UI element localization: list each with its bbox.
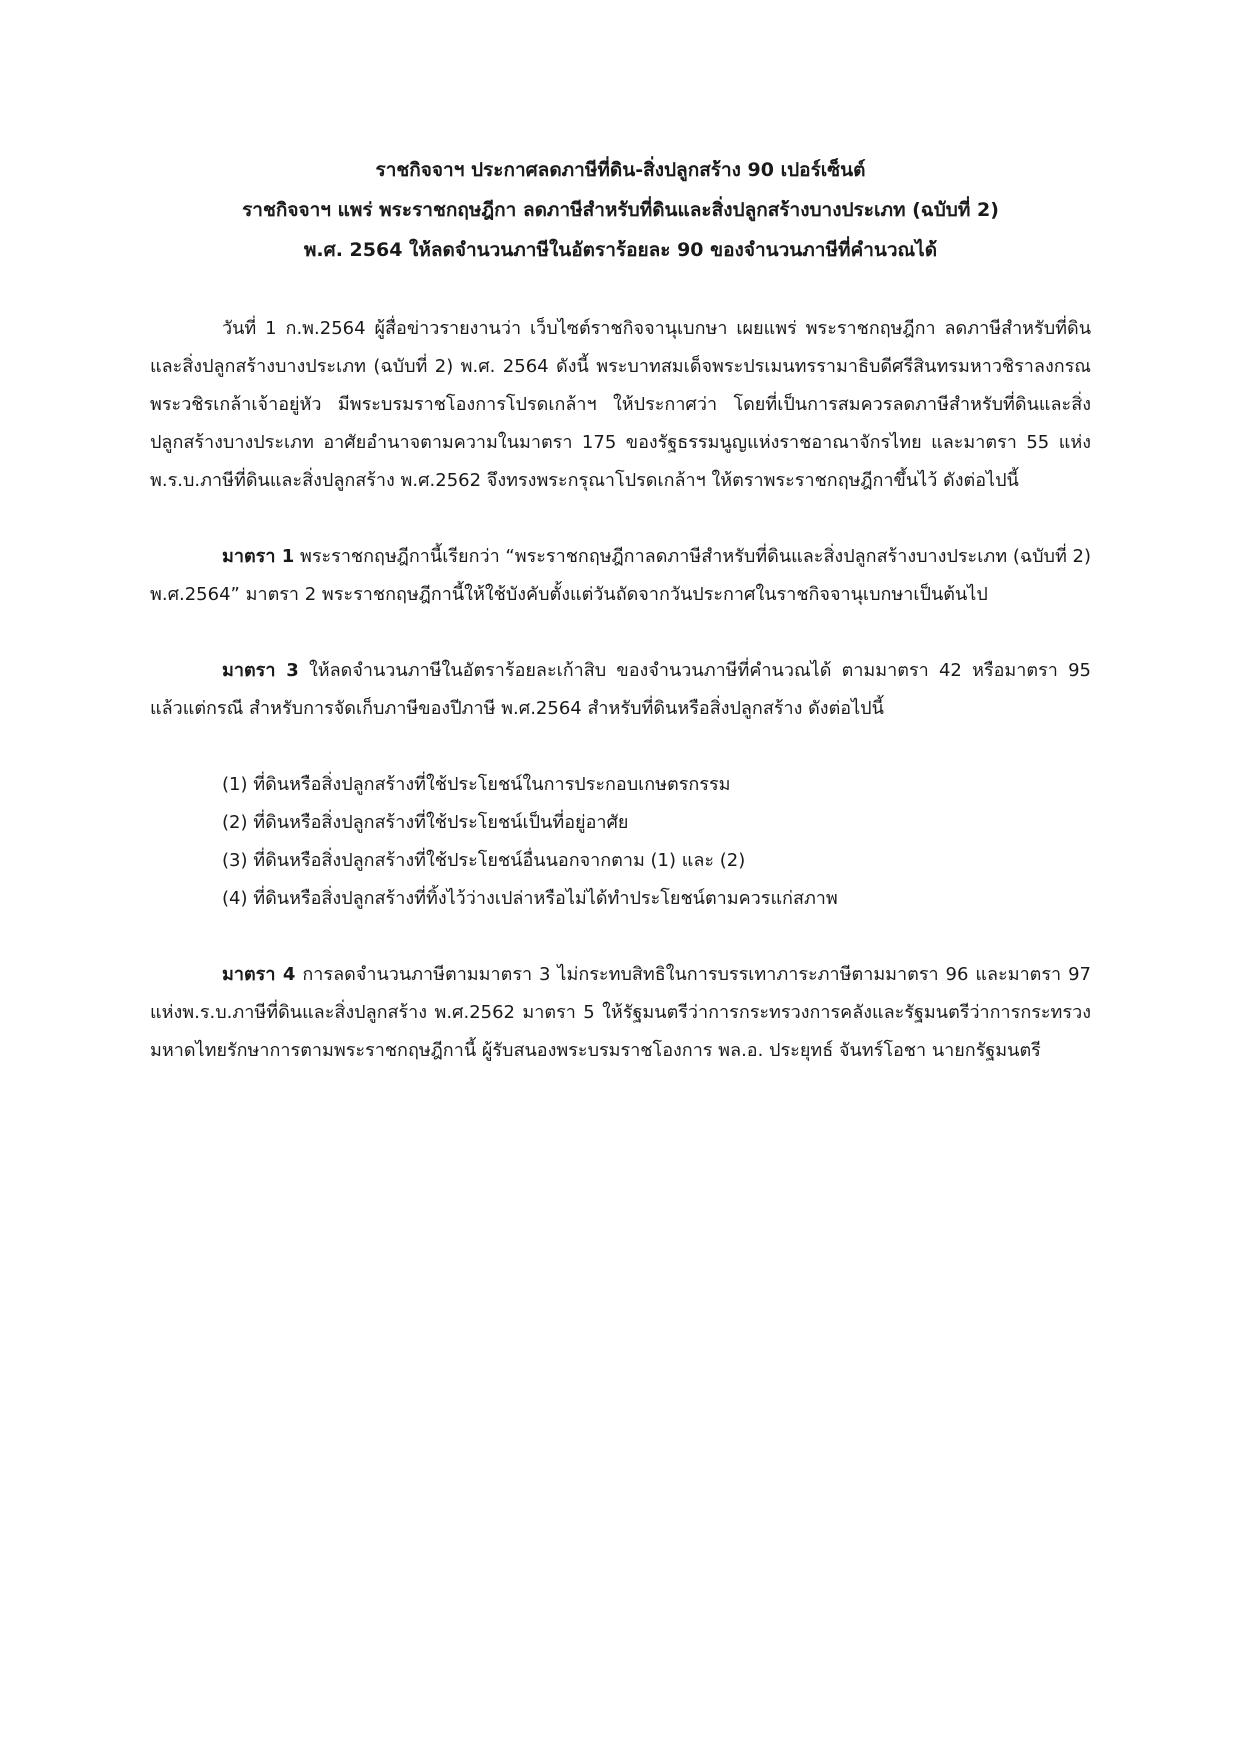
list-item: (1) ที่ดินหรือสิ่งปลูกสร้างที่ใช้ประโยชน์ในการประกอบเกษตรกรรม (222, 774, 731, 795)
list-item: (2) ที่ดินหรือสิ่งปลูกสร้างที่ใช้ประโยชน์เป็นที่อยู่อาศัย (222, 812, 629, 833)
list-item: (3) ที่ดินหรือสิ่งปลูกสร้างที่ใช้ประโยชน์อื่นนอกจากตาม (1) และ (2) (222, 850, 746, 871)
title-line-2: ราชกิจจาฯ แพร่ พระราชกฤษฎีกา ลดภาษีสำหรับที่ดินและสิ่งปลูกสร้างบางประเภท (ฉบับที่ 2) (242, 199, 999, 221)
section-4-paragraph (150, 956, 1091, 1070)
intro-paragraph: วันที่ 1 ก.พ.2564 ผู้สื่อข่าวรายงานว่า เว็บไซต์ราชกิจจานุเบกษา เผยแพร่ พระราชกฤษฎีกา ลดภาษีสำหรับที่ดินและสิ่งปลูกสร้างบางประเภท (ฉบับที่ 2) พ.ศ. 2564 ดังนี้ พระบาทสมเด็จพระปรเมนทรรามาธิบดีศรีสินทรมหาวชิราลงกรณ พระวชิรเกล้าเจ้าอยู่หัว มีพระบรมราชโองการโปรดเกล้าฯ ให้ประกาศว่า โดยที่เป็นการสมควรลดภาษีสำหรับที่ดินและสิ่งปลูกสร้างบางประเภท อาศัยอำนาจตามความในมาตรา 175 ของรัฐธรรมนูญแห่งราชอาณาจักรไทย และมาตรา 55 แห่งพ.ร.บ.ภาษีที่ดินและสิ่งปลูกสร้าง พ.ศ.2562 จึงทรงพระกรุณาโปรดเกล้าฯ ให้ตราพระราชกฤษฎีกาขึ้นไว้ ดังต่อไปนี้ (150, 318, 1091, 491)
document-title (150, 150, 1091, 270)
title-line-3: พ.ศ. 2564 ให้ลดจำนวนภาษีในอัตราร้อยละ 90 ของจำนวนภาษีที่คำนวณได้ (303, 239, 938, 261)
section-4-label: มาตรา 4 (222, 964, 296, 985)
land-type-list (150, 766, 1091, 918)
list-item: (4) ที่ดินหรือสิ่งปลูกสร้างที่ทิ้งไว้ว่างเปล่าหรือไม่ได้ทำประโยชน์ตามควรแก่สภาพ (222, 888, 838, 909)
section-1-paragraph (150, 538, 1091, 614)
section-4-text: การลดจำนวนภาษีตามมาตรา 3 ไม่กระทบสิทธิในการบรรเทาภาระภาษีตามมาตรา 96 และมาตรา 97 แห่งพ.ร.บ.ภาษีที่ดินและสิ่งปลูกสร้าง พ.ศ.2562 มาตรา 5 ให้รัฐมนตรีว่าการกระทรวงการคลังและรัฐมนตรีว่าการกระทรวงมหาดไทยรักษาการตามพระราชกฤษฎีกานี้ ผู้รับสนองพระบรมราชโองการ พล.อ. ประยุทธ์ จันทร์โอชา นายกรัฐมนตรี (150, 964, 1091, 1061)
section-1-text: พระราชกฤษฎีกานี้เรียกว่า “พระราชกฤษฎีกาลดภาษีสำหรับที่ดินและสิ่งปลูกสร้างบางประเภท (ฉบับที่ 2) พ.ศ.2564” มาตรา 2 พระราชกฤษฎีกานี้ให้ใช้บังคับตั้งแต่วันถัดจากวันประกาศในราชกิจจานุเบกษาเป็นต้นไป (150, 546, 1092, 605)
section-3-label: มาตรา 3 (222, 660, 299, 681)
section-3-paragraph (150, 652, 1091, 728)
section-3-text: ให้ลดจำนวนภาษีในอัตราร้อยละเก้าสิบ ของจำนวนภาษีที่คำนวณได้ ตามมาตรา 42 หรือมาตรา 95 แล้วแต่กรณี สำหรับการจัดเก็บภาษีของปีภาษี พ.ศ.2564 สำหรับที่ดินหรือสิ่งปลูกสร้าง ดังต่อไปนี้ (150, 660, 1091, 719)
title-line-1: ราชกิจจาฯ ประกาศลดภาษีที่ดิน-สิ่งปลูกสร้าง 90 เปอร์เซ็นต์ (375, 159, 866, 181)
section-1-label: มาตรา 1 (222, 546, 295, 567)
